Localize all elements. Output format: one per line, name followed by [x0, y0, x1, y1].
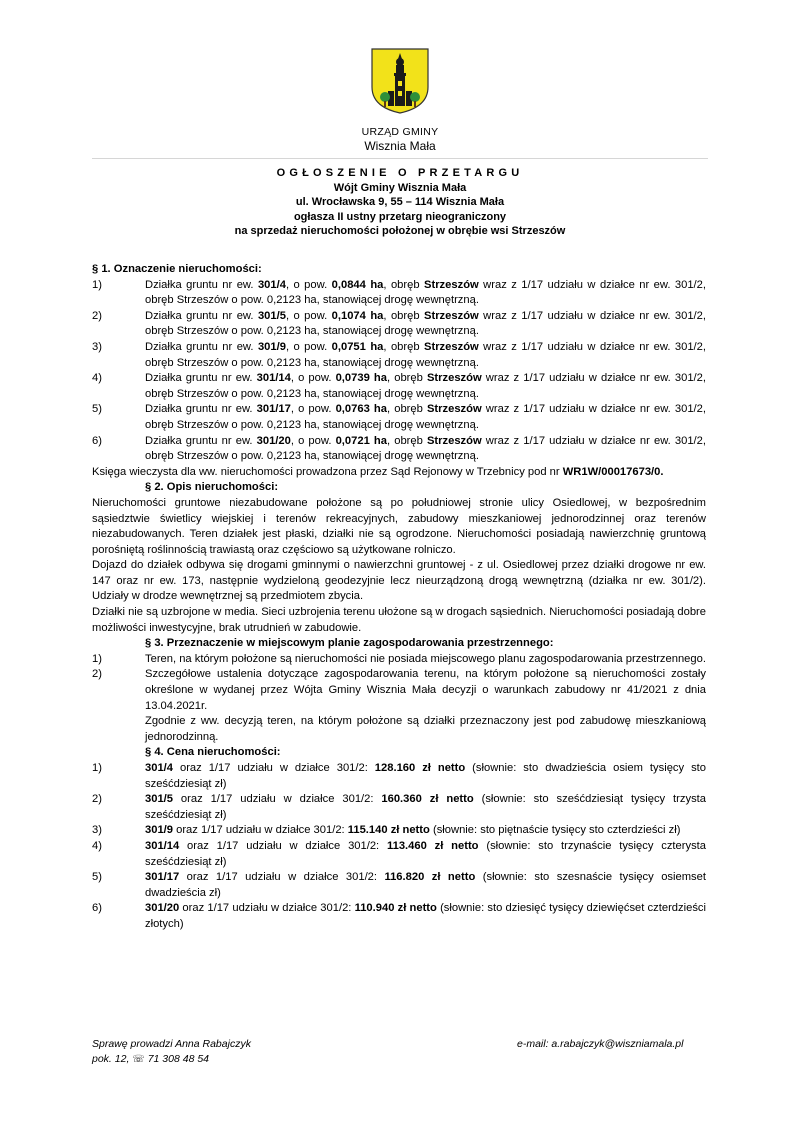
item-number: 5) — [92, 871, 102, 884]
text-part: Działka gruntu nr ew. — [145, 372, 257, 385]
announcement-title: OGŁOSZENIE O PRZETARGU — [276, 167, 524, 179]
price-in-words: (słownie: sto szesnaście tysięcy osiemset dwadzieścia zł) — [145, 871, 706, 899]
price-list-item — [92, 870, 706, 901]
phone-number: 71 308 48 54 — [144, 1053, 210, 1065]
price-in-words: (słownie: sto dziesięć tysięcy dziewięćset czterdzieści złotych) — [145, 902, 706, 930]
price-list-item — [92, 901, 706, 932]
item-number: 1) — [92, 762, 102, 774]
footer-email: e-mail: a.rabajczyk@wiszniamala.pl — [517, 1038, 684, 1050]
price-in-words: (słownie: sto dwadzieścia osiem tysięcy sto sześćdziesiąt zł) — [145, 762, 706, 790]
text-part: oraz 1/17 udziału w działce — [179, 839, 349, 852]
plot-description — [145, 371, 706, 402]
item-number: 1) — [92, 278, 102, 291]
plot-number: 301/9 — [145, 824, 173, 837]
shared-parcel: 301/2: — [345, 871, 378, 884]
price-in-words: (słownie: sto piętnaście tysięcy sto czterdzieści zł) — [429, 824, 681, 837]
plot-description — [145, 278, 706, 309]
room-number: pok. 12, — [92, 1053, 133, 1065]
land-register-text: Księga wieczysta dla ww. nieruchomości prowadzona przez Sąd Rejonowy w Trzebnicy pod nr — [92, 465, 563, 478]
plot-number: 301/5 — [145, 793, 173, 806]
land-register-paragraph — [92, 465, 706, 481]
plot-precinct: Strzeszów — [426, 434, 482, 447]
price-description — [145, 839, 706, 870]
text-part: wraz z 1/17 udziału w działce nr ew. 301/2, obręb Strzeszów o pow. 0,2123 ha, stanowiącej drogę wewnętrzną. — [145, 340, 706, 369]
plot-area: 0,0763 ha — [335, 403, 387, 416]
shared-parcel: 301/2: — [336, 762, 368, 774]
plot-number: 301/4 — [257, 278, 286, 291]
zoning-list-item — [92, 652, 706, 668]
plot-area: 0,0721 ha — [335, 434, 387, 447]
plot-precinct: Strzeszów — [424, 340, 479, 353]
plot-number: 301/5 — [257, 309, 286, 322]
price-in-words: (słownie: sto trzynaście tysięcy czterysta sześćdziesiąt zł) — [145, 839, 707, 868]
net-price: 113.460 zł netto — [379, 839, 479, 852]
text-part: , obręb — [383, 309, 425, 322]
plot-number: 301/14 — [256, 372, 291, 385]
text-part: Działka gruntu nr ew. — [145, 278, 258, 291]
text-part: , o pow. — [290, 403, 336, 416]
announcement-body — [92, 262, 706, 933]
section-2-paragraph-2: Dojazd do działek odbywa się drogami gminnymi o nawierzchni gruntowej - z ul. Osiedlowej przez działki drogowe nr ew. 147 oraz nr ew. 173, następnie wydzieloną geodezyjnie lecz nieurządzoną drogą wewnętrzną (działka nr ew. 301/2). Udziały w drodze wewnętrznej są przedmiotem zbycia. — [92, 559, 706, 603]
section-1-heading: § 1. Oznaczenie nieruchomości: — [92, 263, 262, 275]
price-list-item — [92, 823, 706, 839]
municipal-crest-icon — [370, 47, 430, 115]
plot-list-item — [92, 278, 706, 309]
text-part: wraz z 1/17 udziału w działce nr ew. 301/2, obręb Strzeszów o pow. 0,2123 ha, stanowiącej drogę wewnętrzną. — [145, 372, 706, 400]
plot-number: 301/20 — [145, 902, 180, 915]
net-price: 110.940 zł netto — [351, 902, 437, 915]
plot-number: 301/17 — [256, 403, 291, 416]
text-part: wraz z 1/17 udziału w działce nr ew. 301/2, obręb Strzeszów o pow. 0,2123 ha, stanowiącej drogę wewnętrzną. — [145, 403, 706, 431]
plot-list-item — [92, 309, 706, 340]
zoning-list-item — [92, 667, 706, 714]
price-description — [145, 823, 706, 839]
plot-number: 301/14 — [145, 839, 180, 852]
text-part: , o pow. — [290, 434, 336, 447]
shared-parcel: 301/2: — [313, 824, 345, 837]
item-number: 2) — [92, 793, 102, 806]
price-description — [145, 792, 706, 823]
text-part: oraz 1/17 udziału w działce — [173, 824, 314, 837]
section-4-heading: § 4. Cena nieruchomości: — [145, 746, 281, 759]
price-list-item — [92, 761, 706, 792]
text-part: wraz z 1/17 udziału w działce nr ew. 301/2, obręb Strzeszów o pow. 0,2123 ha, stanowiącej drogę wewnętrzną. — [145, 278, 706, 307]
item-number: 5) — [92, 403, 102, 416]
text-part: oraz 1/17 udziału w działce — [173, 793, 343, 806]
land-register-number: WR1W/00017673/0. — [562, 465, 664, 478]
header-line-4: ogłasza II ustny przetarg nieograniczony — [293, 210, 507, 223]
section-4-list — [92, 761, 706, 933]
plot-list-item — [92, 340, 706, 371]
section-3-note: Zgodnie z ww. decyzją teren, na którym położone są działki przeznaczony jest pod zabudowę mieszkaniową jednorodzinną. — [145, 715, 706, 743]
text-part: Działka gruntu nr ew. — [145, 403, 257, 416]
price-list-item — [92, 792, 706, 823]
plot-description — [145, 434, 706, 465]
item-number: 2) — [92, 309, 102, 322]
section-2-paragraph-3: Działki nie są uzbrojone w media. Sieci uzbrojenia terenu ułożone są w drogach sąsiednich. Nieruchomości posiadają dobre możliwości inwestycyjne, brak utrudnień w zabudowie. — [92, 606, 706, 634]
text-part: Działka gruntu nr ew. — [145, 340, 258, 353]
plot-description — [145, 402, 706, 433]
item-number: 3) — [92, 340, 102, 353]
plot-precinct: Strzeszów — [424, 278, 479, 291]
header-line-3: ul. Wrocławska 9, 55 – 114 Wisznia Mała — [295, 196, 505, 209]
text-part: , obręb — [386, 403, 427, 416]
text-part: , o pow. — [285, 309, 332, 322]
text-part: oraz 1/17 udziału w działce — [173, 762, 337, 774]
text-part: , o pow. — [290, 372, 336, 385]
item-number: 1) — [92, 652, 102, 665]
item-number: 6) — [92, 434, 102, 447]
plot-number: 301/17 — [145, 871, 180, 884]
item-number: 4) — [92, 839, 102, 852]
plot-number: 301/4 — [145, 762, 173, 774]
plot-list-item — [92, 434, 706, 465]
zoning-text: Teren, na którym położone są nieruchomości nie posiada miejscowego planu zagospodarowania przestrzennego. — [145, 652, 706, 665]
zoning-text: Szczegółowe ustalenia dotyczące zagospodarowania terenu, na którym położone są nieruchomości zostały określone w wydanej przez Wójta Gminy Wisznia Mała decyzji o warunkach zabudowy nr 41/2021 z dnia 13.04.2021r. — [145, 668, 706, 712]
text-part: , obręb — [386, 372, 427, 385]
text-part: Działka gruntu nr ew. — [145, 309, 258, 322]
section-2-heading: § 2. Opis nieruchomości: — [145, 481, 279, 494]
plot-description — [145, 340, 706, 371]
shared-parcel: 301/2: — [342, 793, 374, 806]
announcement-header — [0, 166, 800, 239]
text-part: , o pow. — [285, 278, 332, 291]
plot-area: 0,0844 ha — [331, 278, 384, 291]
plot-description — [145, 309, 706, 340]
text-part: wraz z 1/17 udziału w działce nr ew. 301/2, obręb Strzeszów o pow. 0,2123 ha, stanowiącej drogę wewnętrzną. — [145, 434, 706, 463]
office-name-line1: URZĄD GMINY — [361, 126, 439, 138]
office-name-line2: Wisznia Mała — [364, 139, 436, 153]
net-price: 115.140 zł netto — [344, 824, 430, 837]
plot-precinct: Strzeszów — [426, 403, 482, 416]
price-in-words: (słownie: sto sześćdziesiąt tysięcy trzysta sześćdziesiąt zł) — [145, 793, 706, 821]
price-description — [145, 901, 706, 932]
text-part: Działka gruntu nr ew. — [145, 434, 257, 447]
shared-parcel: 301/2: — [320, 902, 352, 915]
section-2-paragraph-1: Nieruchomości gruntowe niezabudowane położone są po południowej stronie ulicy Osiedlowej, w bezpośrednim sąsiedztwie świetlicy wiejskiej i terenów rekreacyjnych, zabudowy mieszkaniowej jednorodzinnej oraz terenów niezabudowanych. Teren działek jest płaski, działki nie są ogrodzone. Nieruchomości posiadają nawierzchnię gruntową porośniętą roślinnością trawiastą oraz częściowo są użytkowane rolniczo. — [92, 496, 706, 556]
price-description — [145, 761, 706, 792]
plot-list-item — [92, 402, 706, 433]
plot-precinct: Strzeszów — [426, 372, 482, 385]
plot-number: 301/9 — [257, 340, 286, 353]
item-number: 2) — [92, 668, 102, 681]
plot-area: 0,0751 ha — [331, 340, 384, 353]
section-3-heading: § 3. Przeznaczenie w miejscowym planie zagospodarowania przestrzennego: — [145, 637, 554, 650]
plot-list-item — [92, 371, 706, 402]
footer-contact — [92, 1037, 251, 1067]
header-line-5: na sprzedaż nieruchomości położonej w obrębie wsi Strzeszów — [234, 225, 566, 238]
net-price: 128.160 zł netto — [367, 762, 466, 774]
contact-person: Sprawę prowadzi Anna Rabajczyk — [92, 1038, 251, 1050]
item-number: 6) — [92, 902, 102, 915]
section-1-list — [92, 278, 706, 465]
telephone-icon: ☏ — [132, 1054, 145, 1065]
net-price: 116.820 zł netto — [377, 871, 476, 884]
plot-area: 0,1074 ha — [331, 309, 384, 322]
item-number: 4) — [92, 372, 102, 385]
text-part: , obręb — [383, 278, 425, 291]
header-divider — [92, 158, 708, 159]
net-price: 160.360 zł netto — [373, 793, 474, 806]
text-part: , obręb — [383, 340, 425, 353]
shared-parcel: 301/2: — [348, 839, 380, 852]
contact-room-phone — [92, 1052, 251, 1067]
text-part: wraz z 1/17 udziału w działce nr ew. 301/2, obręb Strzeszów o pow. 0,2123 ha, stanowiącej drogę wewnętrzną. — [145, 309, 706, 338]
plot-area: 0,0739 ha — [335, 372, 387, 385]
text-part: oraz 1/17 udziału w działce — [179, 871, 346, 884]
section-3-list — [92, 652, 706, 714]
plot-precinct: Strzeszów — [424, 309, 479, 322]
price-list-item — [92, 839, 706, 870]
text-part: , obręb — [386, 434, 427, 447]
header-line-2: Wójt Gminy Wisznia Mała — [333, 181, 467, 194]
plot-number: 301/20 — [256, 434, 291, 447]
text-part: oraz 1/17 udziału w działce — [179, 902, 321, 915]
price-description — [145, 870, 706, 901]
text-part: , o pow. — [285, 340, 332, 353]
item-number: 3) — [92, 824, 102, 837]
